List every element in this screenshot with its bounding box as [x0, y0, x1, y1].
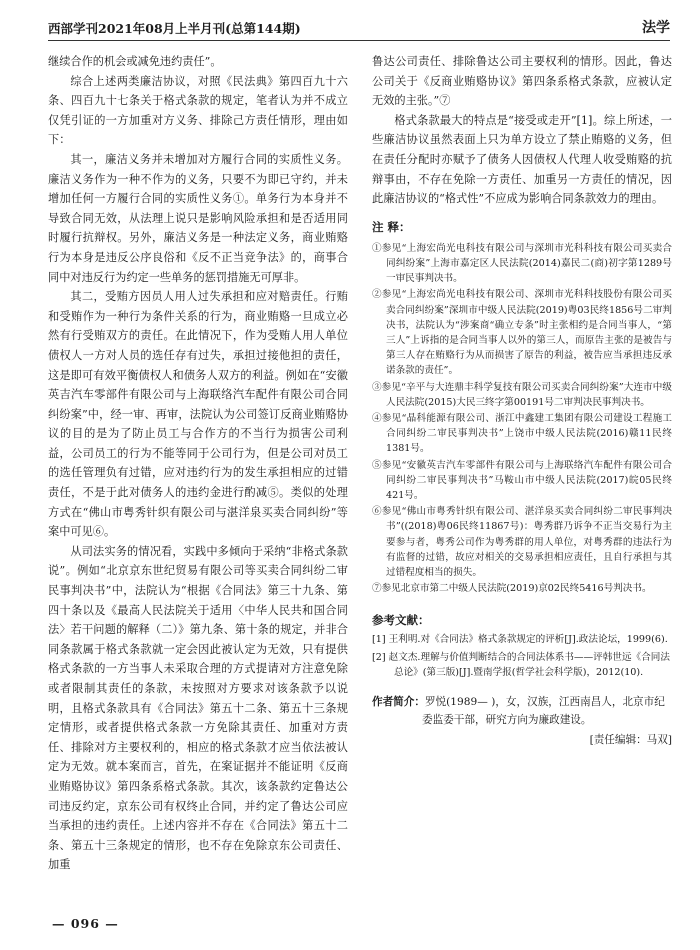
notes-list — [372, 241, 672, 597]
paragraph: 其二，受贿方因员人用人过失承担和应对赔责任。行贿和受贿作为一种行为条件关系的行为，商业贿赂一旦成立必然有行受贿双方的责任。在此情况下，作为受贿人用人单位债权人一方对人员的选任存有过失，承担过接他担的责任，这是即可有效平衡债权人和债务人双方的利益。例如在“安徽英吉汽车零部件有限公司与上海联络汽车配件有限公司合同纠纷案”中，经一审、再审，法院认为公司签订反商业贿赂协议的目的是为了防止员工与合作方的不当行为损害公司利益，公司员工的行为不能等同于公司行为，但是公司对员工的选任管理负有过错，应对违约行为的发生承担相应的过错责任，不是于此对债务人的违约金进行酌减⑤。类似的处理方式在“佛山市粤秀针织有限公司与湛洋泉买卖合同纠纷”等案中可见⑥。 — [48, 290, 348, 539]
running-header — [48, 16, 670, 41]
references-title: 参考文献： — [372, 613, 430, 628]
note-item: ⑤参见“安徽英吉汽车零部件有限公司与上海联络汽车配件有限公司合同纠纷二审民事判决书”马鞍山市中级人民法院(2017)皖05民终421号。 — [372, 459, 672, 501]
author-bio — [372, 693, 672, 729]
paragraph: 鲁达公司责任、排除鲁达公司主要权利的情形。因此，鲁达公司关于《反商业贿赂协议》第四条系格式条款，应被认定无效的主张。”⑦ — [372, 55, 672, 108]
paragraph: 综合上述两类廉洁协议，对照《民法典》第四百九十六条、四百九十七条关于格式条款的规定，笔者认为并不成立仅凭引证的一方加重对方义务、排除己方责任情形，理由如下： — [48, 74, 348, 147]
paragraph: 从司法实务的情况看，实践中多倾向于采纳“非格式条款说”。例如“北京京东世纪贸易有限公司等买卖合同纠纷二审民事判决书”中，法院认为“根据《合同法》第三十九条、第四十条以及《最高人民法院关于适用〈中华人民共和国合同法〉若干问题的解释（二）》第九条、第十条的规定，并非合同条款属于格式条款就一定会因此被认定为无效，只有提供格式条款的一方当事人未采取合理的方式提请对方注意免除或者限制其责任的条款，未按照对方要求对该条款予以说明，且格式条款具有《合同法》第五十二条、第五十三条规定情形，或者提供格式条款一方免除其责任、加重对方责任、排除对方主要权利的，相应的格式条款才应当依法被认定为无效。就本案而言，首先，在案证据并不能证明《反商业贿赂协议》第四条系格式条款。其次，该条款约定鲁达公司违反约定，京东公司有权终止合同，并约定了鲁达公司应当承担的违约责任。上述内容并不存在《合同法》第五十二条、第五十三条规定的情形，也不存在免除京东公司责任、加重 — [48, 544, 348, 872]
right-column — [372, 52, 672, 747]
right-column-paragraphs — [372, 52, 672, 209]
note-item: ②参见“上海宏尚光电科技有限公司、深圳市光科科技股份有限公司买卖合同纠纷案”深圳市中级人民法院(2019)粤03民终1856号二审判决书，法院认为“涉案商“确立专条”时主张相约是合同当事人，“第三人”上诉指的是合同当事人以外的第三人，而原告主张的是被告与第三人存在贿赂行为从而损害了原告的利益，被告应当承担违反承诺条款的责任”。 — [372, 289, 672, 377]
paragraph: 继续合作的机会或减免违约责任”。 — [48, 55, 222, 68]
author-bio-label: 作者简介： — [372, 695, 425, 708]
reference-item: [1] 王利明.对《合同法》格式条款规定的评析[J].政法论坛，1999(6). — [372, 634, 668, 646]
paragraph: 其一，廉洁义务并未增加对方履行合同的实质性义务。廉洁义务作为一种不作为的义务，只要不为即已守约，并未增加任何一方履行合同的实质性义务①。单务行为本身并不导致合同无效，从法理上说只是影响风险承担和是否适用同时履行抗辩权。另外，廉洁义务是一种法定义务，商业贿赂行为本身是违反公序良俗和《反不正当竞争法》的，商事合同中对违反行为约定一些单务的惩罚措施无可厚非。 — [48, 152, 348, 284]
note-item: ④参见“晶科能源有限公司、浙江中鑫建工集团有限公司建设工程施工合同纠纷二审民事判决书”上饶市中级人民法院(2016)赣11民终1381号。 — [372, 412, 672, 455]
note-item: ⑦参见北京市第二中级人民法院(2019)京02民终5416号判决书。 — [372, 583, 652, 595]
note-item: ⑥参见“佛山市粤秀针织有限公司、湛洋泉买卖合同纠纷二审民事判决书”((2018)粤06民终11867号)：粤秀群乃诉争不正当交易行为主要参与者，粤秀公司作为粤秀群的用人单位，对粤秀群的违法行为有监督的过错，故应对相关的交易承担相应责任，且自行承担与其过错程度相当的损失。 — [372, 506, 672, 579]
notes-title: 注 释： — [372, 219, 411, 234]
journal-issue-label: 西部学刊2021年08月上半月刊(总第144期) — [48, 21, 301, 36]
paragraph: 格式条款最大的特点是“接受或走开”[1]。综上所述，一些廉洁协议虽然表面上只为单方设立了禁止贿赂的义务，但在责任分配时亦赋予了债务人因债权人代理人收受贿赂的抗辩事由，不存在免除一方责任、加重另一方责任的情况，因此廉洁协议的“格式性”不应成为影响合同条款效力的理由。 — [372, 113, 672, 206]
author-bio-text: 罗悦(1989— )，女，汉族，江西南昌人，北京市纪委监委干部，研究方向为廉政建设。 — [422, 695, 665, 726]
page-number: — 096 — — [52, 916, 119, 931]
section-label: 法学 — [642, 20, 670, 36]
references-list — [372, 632, 672, 680]
editor-credit: [责任编辑：马双] — [589, 733, 672, 746]
note-item: ①参见“上海宏尚光电科技有限公司与深圳市光科科技有限公司买卖合同纠纷案”上海市嘉定区人民法院(2014)嘉民二(商)初字第1289号一审民事判决书。 — [372, 242, 672, 285]
left-column — [48, 52, 348, 875]
note-item: ③参见“辛平与大连鼎丰科学复技有限公司买卖合同纠纷案”大连市中级人民法院(2015)大民三终字第00191号二审判决民事判决书。 — [372, 381, 672, 408]
reference-item: [2] 赵文杰.理解与价值判断结合的合同法体系书——评韩世远《合同法总论》(第三版)[J].暨南学报(哲学社会科学版)，2012(10). — [372, 651, 670, 679]
